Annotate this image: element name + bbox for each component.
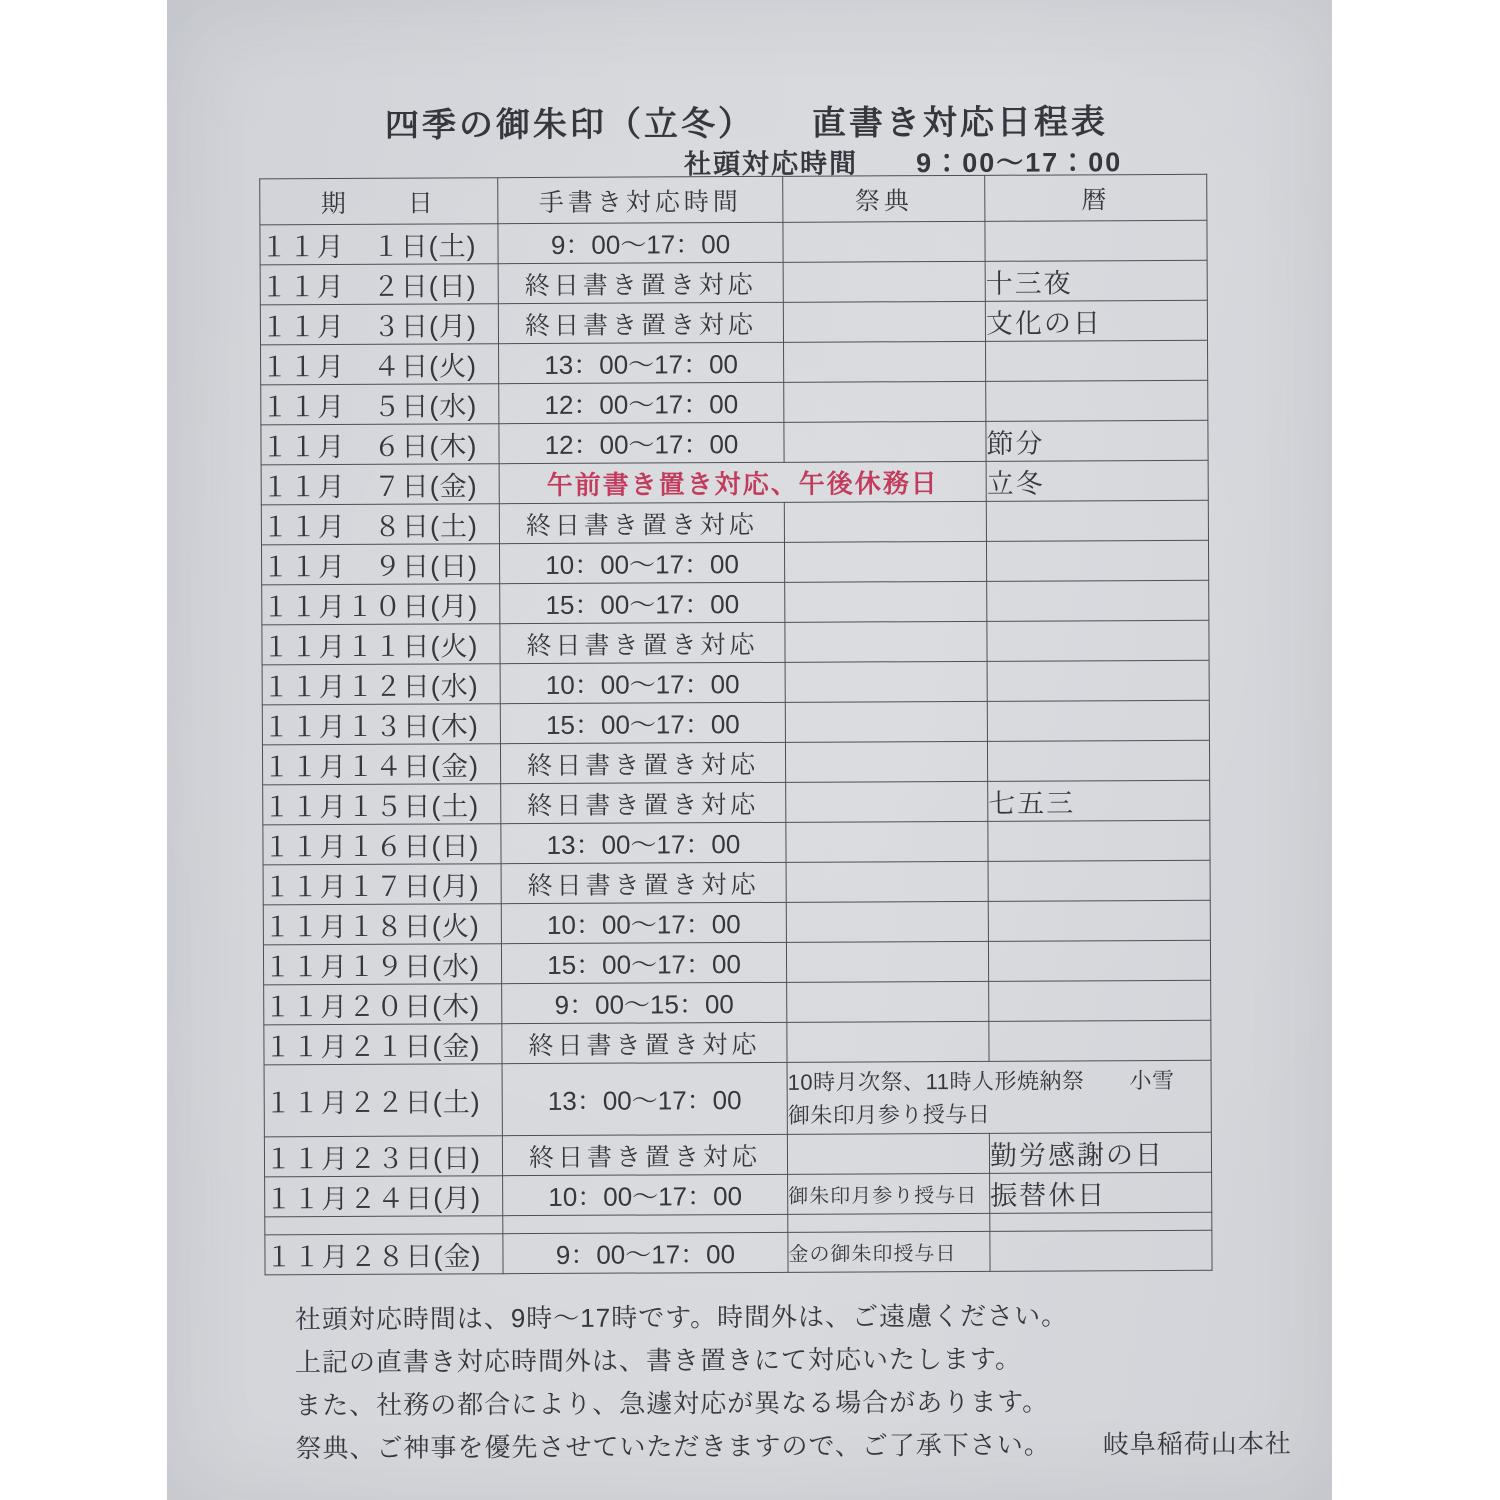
festival-cell — [787, 1133, 989, 1174]
empty-cell — [503, 1214, 788, 1233]
time-cell: 終日書き置き対応 — [498, 262, 783, 303]
time-cell: 9：00～15：00 — [502, 982, 787, 1023]
table-row — [261, 380, 1208, 425]
festival-cell — [784, 541, 986, 582]
schedule-table — [259, 174, 1212, 1276]
koyomi-cell — [988, 900, 1210, 941]
festival-cell — [786, 861, 988, 902]
table-row — [260, 260, 1207, 305]
footer-notes — [295, 1293, 1292, 1470]
festival-cell — [783, 261, 985, 302]
koyomi-cell — [986, 500, 1208, 541]
note-line: 上記の直書き対応時間外は、書き置きにて対応いたします。 — [294, 1343, 1022, 1378]
reception-hours-note: 社頭対応時間 9：00～17：00 — [684, 147, 1123, 180]
date-cell: １１月１７日(月) — [263, 864, 501, 905]
date-cell: １１月１５日(土) — [263, 784, 501, 825]
table-row — [264, 980, 1211, 1025]
festival-cell — [784, 501, 986, 542]
table-row — [262, 580, 1209, 625]
koyomi-cell — [987, 740, 1209, 781]
date-cell: １１月１０日(月) — [262, 584, 500, 625]
table-row — [263, 780, 1210, 825]
date-cell: １１月１４日(金) — [262, 744, 500, 785]
time-cell: 9：00～17：00 — [498, 222, 783, 263]
table-row — [261, 500, 1208, 545]
festival-cell — [787, 981, 989, 1022]
festival-cell — [786, 901, 988, 942]
time-cell: 12：00～17：00 — [499, 422, 784, 463]
festival-cell — [785, 741, 987, 782]
date-cell: １１月２４日(月) — [265, 1176, 503, 1217]
table-row — [264, 1132, 1211, 1177]
festival-cell — [783, 221, 985, 262]
schedule-table-body — [260, 220, 1212, 1275]
note-line — [295, 1422, 1292, 1470]
table-row — [261, 540, 1208, 585]
date-cell: １１月 ７日(金) — [261, 464, 499, 505]
time-cell: 終日書き置き対応 — [498, 302, 783, 343]
festival-cell — [783, 301, 985, 342]
festival-cell — [784, 381, 986, 422]
table-row — [265, 1172, 1212, 1217]
document-content — [163, 0, 1335, 1500]
koyomi-cell — [987, 620, 1209, 661]
koyomi-cell — [985, 220, 1207, 261]
date-cell: １１月２０日(木) — [264, 984, 502, 1025]
date-cell: １１月１１日(火) — [262, 624, 500, 665]
time-cell: 12：00～17：00 — [499, 382, 784, 423]
time-cell: 10：00～17：00 — [501, 902, 786, 943]
time-cell: 10：00～17：00 — [499, 542, 784, 583]
table-row — [263, 860, 1210, 905]
festival-cell — [786, 821, 988, 862]
header-festival: 祭典 — [783, 175, 985, 222]
table-row — [263, 900, 1210, 945]
koyomi-cell: 立冬 — [986, 460, 1208, 501]
date-cell: １１月１２日(水) — [262, 664, 500, 705]
festival-cell — [785, 621, 987, 662]
paper-sheet — [167, 0, 1332, 1500]
koyomi-cell — [986, 380, 1208, 421]
time-cell: 10：00～17：00 — [503, 1174, 788, 1215]
time-cell: 15：00～17：00 — [500, 702, 785, 743]
header-row — [260, 174, 1207, 225]
time-cell: 13：00～17：00 — [499, 342, 784, 383]
time-cell: 終日書き置き対応 — [501, 862, 786, 903]
date-cell: １１月 ９日(日) — [261, 544, 499, 585]
festival-cell: 金の御朱印授与日 — [788, 1231, 990, 1272]
koyomi-cell — [989, 980, 1211, 1021]
table-row — [262, 660, 1209, 705]
koyomi-cell — [987, 700, 1209, 741]
table-row — [261, 420, 1208, 465]
date-cell: １１月２８日(金) — [265, 1234, 503, 1275]
time-cell: 終日書き置き対応 — [502, 1022, 787, 1063]
time-cell: 13：00～17：00 — [502, 1062, 787, 1135]
koyomi-cell: 文化の日 — [985, 300, 1207, 341]
festival-cell: 御朱印月参り授与日 — [788, 1173, 990, 1214]
table-row — [263, 940, 1210, 985]
time-cell: 終日書き置き対応 — [500, 742, 785, 783]
time-cell: 終日書き置き対応 — [501, 782, 786, 823]
time-cell: 15：00～17：00 — [500, 582, 785, 623]
date-cell: １１月 ３日(月) — [260, 304, 498, 345]
table-row — [264, 1020, 1211, 1065]
note-line-text: 祭典、ご神事を優先させていただきますので、ご了承下さい。 — [295, 1429, 1051, 1464]
date-cell: １１月 ５日(水) — [261, 384, 499, 425]
date-cell: １１月１３日(木) — [262, 704, 500, 745]
table-row — [265, 1230, 1212, 1275]
date-cell: １１月 ４日(火) — [261, 344, 499, 385]
festival-koyomi-cell: 10時月次祭、11時人形焼納祭 小雪 御朱印月参り授与日 — [787, 1060, 1211, 1134]
date-cell: １１月 ２日(日) — [260, 264, 498, 305]
koyomi-cell — [988, 820, 1210, 861]
header-calendar: 暦 — [985, 174, 1207, 221]
header-date: 期 日 — [260, 178, 498, 225]
koyomi-cell — [987, 580, 1209, 621]
koyomi-cell — [989, 1020, 1211, 1061]
shrine-signature: 岐阜稲荷山本社 — [1102, 1428, 1292, 1460]
date-cell: １１月２１日(金) — [264, 1024, 502, 1065]
table-row — [263, 820, 1210, 865]
koyomi-cell: 七五三 — [988, 780, 1210, 821]
table-row — [261, 460, 1208, 505]
festival-cell — [786, 781, 988, 822]
holiday-note-cell: 午前書き置き対応、午後休務日 — [499, 461, 986, 503]
date-cell: １１月２３日(日) — [264, 1136, 502, 1177]
koyomi-cell — [990, 1230, 1212, 1271]
festival-cell — [786, 941, 988, 982]
koyomi-cell — [988, 940, 1210, 981]
koyomi-cell: 振替休日 — [990, 1172, 1212, 1213]
time-cell: 13：00～17：00 — [501, 822, 786, 863]
note-line: また、社務の都合により、急遽対応が異なる場合があります。 — [295, 1386, 1050, 1421]
festival-cell — [785, 701, 987, 742]
table-row — [262, 620, 1209, 665]
time-cell: 15：00～17：00 — [501, 942, 786, 983]
date-cell: １１月２２日(土) — [264, 1064, 502, 1137]
date-cell: １１月 ８日(土) — [261, 504, 499, 545]
koyomi-cell: 勤労感謝の日 — [989, 1132, 1211, 1173]
koyomi-cell — [987, 660, 1209, 701]
table-row — [260, 300, 1207, 345]
time-cell: 終日書き置き対応 — [500, 622, 785, 663]
koyomi-cell: 十三夜 — [985, 260, 1207, 301]
date-cell: １１月１９日(水) — [263, 944, 501, 985]
date-cell: １１月 ６日(木) — [261, 424, 499, 465]
koyomi-cell — [988, 860, 1210, 901]
header-handwriting-hours: 手書き対応時間 — [498, 176, 783, 223]
date-cell: １１月１８日(火) — [263, 904, 501, 945]
table-row — [261, 340, 1208, 385]
note-line: 社頭対応時間は、9時～17時です。時間外は、ご遠慮ください。 — [294, 1300, 1069, 1335]
festival-cell — [787, 1021, 989, 1062]
table-row — [262, 740, 1209, 785]
empty-cell — [788, 1213, 990, 1232]
time-cell: 9：00～17：00 — [503, 1232, 788, 1273]
koyomi-cell — [986, 540, 1208, 581]
page-title: 四季の御朱印（立冬） 直書き対応日程表 — [384, 103, 1109, 145]
time-cell: 終日書き置き対応 — [502, 1134, 787, 1175]
festival-cell — [785, 581, 987, 622]
empty-cell — [990, 1212, 1212, 1231]
festival-cell — [785, 661, 987, 702]
date-cell: １１月 １日(土) — [260, 224, 498, 265]
empty-cell — [265, 1216, 503, 1235]
festival-cell — [784, 341, 986, 382]
table-row — [262, 700, 1209, 745]
time-cell: 終日書き置き対応 — [499, 502, 784, 543]
koyomi-cell — [986, 340, 1208, 381]
koyomi-cell: 節分 — [986, 420, 1208, 461]
time-cell: 10：00～17：00 — [500, 662, 785, 703]
table-row — [260, 220, 1207, 265]
table-row — [264, 1060, 1211, 1137]
festival-cell — [784, 421, 986, 462]
date-cell: １１月１６日(日) — [263, 824, 501, 865]
